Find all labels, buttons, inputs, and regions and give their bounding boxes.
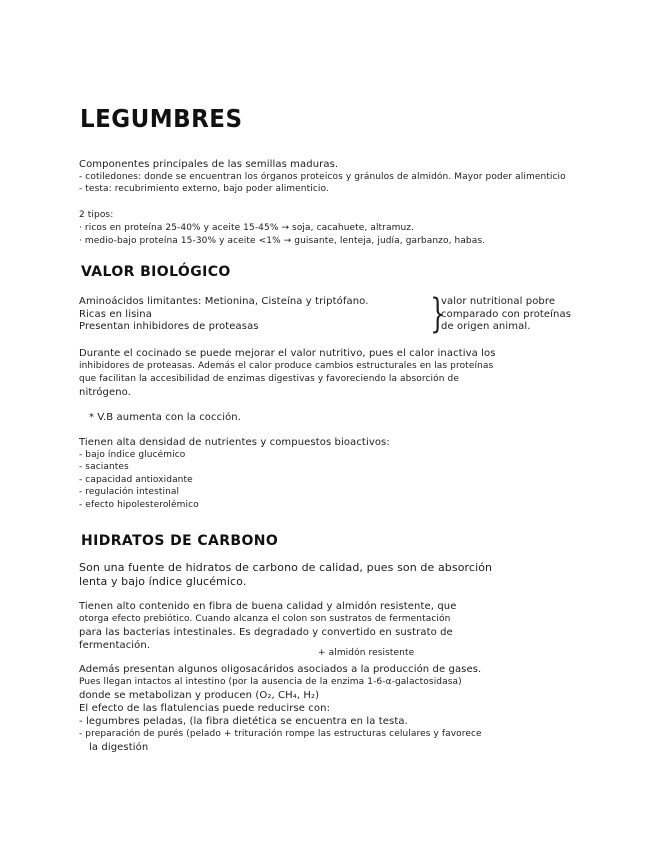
valor-right-3: de origen animal.: [441, 321, 531, 332]
valor-right-1: valor nutritional pobre: [441, 296, 556, 307]
intro-line-1: Componentes principales de las semillas maduras.: [79, 159, 339, 170]
hidratos-p3b: Pues llegan intactos al intestino (por la ausencia de la enzima 1-6-α-galactosidasa): [79, 677, 462, 687]
heading-hidratos: HIDRATOS DE CARBONO: [81, 533, 279, 549]
valor-para-1: Durante el cocinado se puede mejorar el valor nutritivo, pues el calor inactiva los: [79, 348, 496, 359]
bio-item-2: - saciantes: [79, 462, 129, 472]
hidratos-p2b: otorga efecto prebiótico. Cuando alcanza el colon son sustratos de fermentación: [79, 614, 451, 624]
valor-left-3: Presentan inhibidores de proteasas: [79, 321, 259, 332]
page-title: LEGUMBRES: [80, 104, 243, 133]
valor-note: * V.B aumenta con la cocción.: [89, 412, 242, 423]
valor-para-2: inhibidores de proteasas. Además el calor produce cambios estructurales en las proteínas: [79, 361, 494, 371]
hidratos-p3a: Además presentan algunos oligosacáridos asociados a la producción de gases.: [79, 664, 482, 675]
bio-item-4: - regulación intestinal: [79, 487, 180, 497]
valor-right-2: comparado con proteínas: [441, 309, 572, 320]
hidratos-p2e: + almidón resistente: [318, 648, 415, 658]
intro-line-3: - testa: recubrimiento externo, bajo poder alimenticio.: [79, 184, 329, 194]
intro-line-2: - cotiledones: donde se encuentran los órganos proteicos y gránulos de almidón. Mayor poder alimenticio: [79, 172, 566, 182]
hidratos-p1a: Son una fuente de hidratos de carbono de calidad, pues son de absorción: [79, 561, 493, 574]
tipos-line-2: · ricos en proteína 25-40% y aceite 15-45% → soja, cacahuete, altramuz.: [79, 223, 415, 233]
hidratos-p2d: fermentación.: [79, 640, 151, 651]
bio-item-3: - capacidad antioxidante: [79, 475, 193, 485]
brace-icon: }: [430, 291, 446, 337]
valor-left-1: Aminoácidos limitantes: Metionina, Cisteína y triptófano.: [79, 296, 369, 307]
tipos-line-1: 2 tipos:: [79, 210, 114, 220]
bio-item-1: - bajo índice glucémico: [79, 450, 186, 460]
heading-valor-biologico: VALOR BIOLÓGICO: [81, 264, 231, 280]
bio-intro: Tienen alta densidad de nutrientes y compuestos bioactivos:: [79, 437, 390, 448]
hidratos-p3c: donde se metabolizan y producen (O₂, CH₄, H₂): [79, 690, 320, 701]
hidratos-p3f: - preparación de purés (pelado + trituración rompe las estructuras celulares y favorece: [79, 729, 482, 739]
hidratos-p3g: la digestión: [89, 742, 149, 753]
bio-item-5: - efecto hipolesterolémico: [79, 500, 199, 510]
tipos-line-3: · medio-bajo proteína 15-30% y aceite <1% → guisante, lenteja, judía, garbanzo, habas.: [79, 236, 486, 246]
valor-para-4: nitrógeno.: [79, 387, 132, 398]
valor-para-3: que facilitan la accesibilidad de enzimas digestivas y favoreciendo la absorción de: [79, 374, 459, 384]
hidratos-p3e: - legumbres peladas, (la fibra dietética se encuentra en la testa.: [79, 716, 408, 727]
hidratos-p3d: El efecto de las flatulencias puede reducirse con:: [79, 703, 331, 714]
hidratos-p2c: para las bacterias intestinales. Es degradado y convertido en sustrato de: [79, 627, 453, 638]
valor-left-2: Ricas en lisina: [79, 309, 152, 320]
hidratos-p1b: lenta y bajo índice glucémico.: [79, 575, 247, 588]
hidratos-p2a: Tienen alto contenido en fibra de buena calidad y almidón resistente, que: [79, 601, 457, 612]
